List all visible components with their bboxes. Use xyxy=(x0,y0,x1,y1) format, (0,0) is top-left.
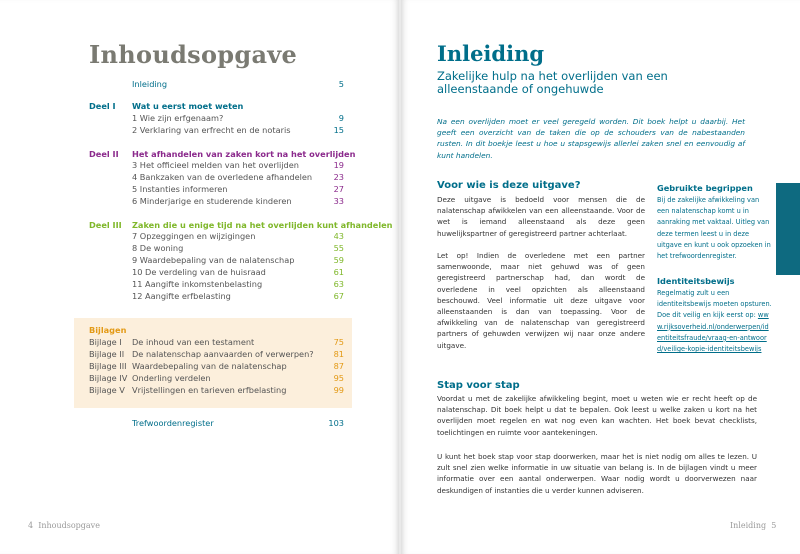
sidebar-heading-begrippen: Gebruikte begrippen xyxy=(657,183,753,193)
toc-bijlage-label: Waardebepaling van de nalatenschap xyxy=(132,361,287,371)
toc-chapter-label: 9 Waardebepaling van de nalatenschap xyxy=(132,255,295,265)
toc-chapter-label: 2 Verklaring van erfrecht en de notaris xyxy=(132,125,291,135)
toc-chapter-label: 8 De woning xyxy=(132,243,184,253)
toc-entry-page: 103 xyxy=(328,418,344,428)
toc-chapter-page: 9 xyxy=(338,113,344,123)
toc-part-title: Wat u eerst moet weten xyxy=(132,101,244,111)
left-folio xyxy=(28,521,100,530)
toc-bijlage-number: Bijlage III xyxy=(89,361,127,371)
section1-paragraph-1: Deze uitgave is bedoeld voor mensen die de nalatenschap afwikkelen van een alleenstaande. Voor de wet is iemand alleenstaand als deze geen huwelijkspartner of geregistreerd partner achterlaat. xyxy=(437,195,645,238)
toc-chapter-page: 55 xyxy=(333,243,344,253)
toc-chapter-page: 63 xyxy=(333,279,344,289)
toc-bijlage-page: 75 xyxy=(333,337,344,347)
toc-bijlage-number: Bijlage I xyxy=(89,337,122,347)
folio-number: 5 xyxy=(771,521,777,530)
toc-chapter-label: 12 Aangifte erfbelasting xyxy=(132,291,231,301)
toc-bijlage-page: 87 xyxy=(333,361,344,371)
toc-chapter-label: 5 Instanties informeren xyxy=(132,184,228,194)
sidebar-link[interactable]: www.rijksoverheid.nl/onderwerpen/identiteitsfraude/vraag-en-antwoord/veilige-kopie-identiteitsbewijs xyxy=(657,311,769,354)
sidebar-identiteit xyxy=(657,288,772,355)
toc-bijlage-number: Bijlage II xyxy=(89,349,125,359)
section-heading-voor-wie: Voor wie is deze uitgave? xyxy=(437,180,581,191)
toc-chapter-label: 1 Wie zijn erfgenaam? xyxy=(132,113,224,123)
page-subtitle: Zakelijke hulp na het overlijden van een alleenstaande of ongehuwde xyxy=(437,69,668,96)
toc-bijlage-number: Bijlage IV xyxy=(89,373,128,383)
toc-chapter-label: 4 Bankzaken van de overledene afhandelen xyxy=(132,172,313,182)
toc-part-number: Deel I xyxy=(89,101,116,111)
sidebar-paragraph-begrippen: Bij de zakelijke afwikkeling van een nalatenschap komt u in aanraking met vaktaal. Uitleg van deze termen leest u in deze uitgave en kunt u ook opzoeken in het trefwoordenregister. xyxy=(657,196,771,261)
right-folio xyxy=(730,521,776,530)
toc-chapter-page: 23 xyxy=(333,172,344,182)
toc-bijlage-label: Vrijstellingen en tarieven erfbelasting xyxy=(132,385,287,395)
sidebar-heading-identiteit: Identiteitsbewijs xyxy=(657,276,735,286)
toc-chapter-page: 61 xyxy=(333,267,344,277)
intro-paragraph: Na een overlijden moet er veel geregeld worden. Dit boek helpt u daarbij. Het geeft een overzicht van de taken die op de schouders van de nabestaanden rusten. In dit boekje leest u hoe u stapsgewijs allerlei zaken snel en eenvoudig af kunt handelen. xyxy=(437,117,745,160)
toc-chapter-page: 19 xyxy=(333,160,344,170)
sidebar-paragraph-identiteit: Regelmatig zult u een identiteitsbewijs moeten opsturen. Doe dit veilig en kijk eerst op: xyxy=(657,289,772,320)
toc-part-number: Deel III xyxy=(89,220,122,230)
section2-paragraph-1: Voordat u met de zakelijke afwikkeling begint, moet u weten wie er recht heeft op de nalatenschap. Dit boek helpt u dat te bepalen. Ook leest u welke zaken u kort na het overlijden moet regelen en wat nog even kan wachten. Het boek bevat checklists, toelichtingen en ruimte voor aantekeningen. xyxy=(437,394,757,437)
toc-bijlage-page: 95 xyxy=(333,373,344,383)
toc-entry-label: Inleiding xyxy=(132,79,168,89)
left-page xyxy=(0,0,399,554)
toc-chapter-page: 33 xyxy=(333,196,344,206)
section2-paragraph-2: U kunt het boek stap voor stap doorwerken, maar het is niet nodig om alles te lezen. U zult snel zien welke informatie in uw situatie van belang is. In de bijlagen vindt u meer informatie over een aantal onderwerpen. Waar nodig wordt u doorverwezen naar deskundigen of instanties die u verder kunnen adviseren. xyxy=(437,452,757,495)
toc-bijlage-label: Onderling verdelen xyxy=(132,373,211,383)
toc-bijlage-number: Bijlage V xyxy=(89,385,125,395)
toc-chapter-label: 11 Aangifte inkomstenbelasting xyxy=(132,279,263,289)
folio-number: 4 xyxy=(28,521,34,530)
toc-entry-label: Trefwoordenregister xyxy=(132,418,214,428)
toc-entry-page: 5 xyxy=(338,79,344,89)
section1-paragraph-2: Let op! Indien de overledene met een partner samenwoonde, maar niet gehuwd was of geen geregistreerd partnerschap had, dan wordt de overledene in veel opzichten als alleenstaand beschouwd. Veel informatie uit deze uitgave voor alleenstaanden is dan van toepassing. Voor de afwikkeling van de nalatenschap van geregistreerd partners of gehuwden verwijzen wij naar onze andere uitgave. xyxy=(437,251,645,350)
toc-title: Inhoudsopgave xyxy=(89,40,298,69)
toc-part-title: Zaken die u enige tijd na het overlijden kunt afhandelen xyxy=(132,220,393,230)
toc-chapter-label: 3 Het officieel melden van het overlijden xyxy=(132,160,299,170)
folio-label: Inleiding xyxy=(730,521,767,530)
folio-label: Inhoudsopgave xyxy=(38,521,100,530)
toc-chapter-page: 67 xyxy=(333,291,344,301)
toc-chapter-label: 7 Opzeggingen en wijzigingen xyxy=(132,231,256,241)
toc-bijlagen-title: Bijlagen xyxy=(89,325,127,335)
toc-part-number: Deel II xyxy=(89,149,119,159)
toc-chapter-label: 10 De verdeling van de huisraad xyxy=(132,267,266,277)
toc-bijlage-label: De inhoud van een testament xyxy=(132,337,255,347)
page-title: Inleiding xyxy=(437,41,545,66)
toc-bijlage-page: 81 xyxy=(333,349,344,359)
toc-part-title: Het afhandelen van zaken kort na het overlijden xyxy=(132,149,356,159)
toc-chapter-page: 59 xyxy=(333,255,344,265)
toc-bijlage-label: De nalatenschap aanvaarden of verwerpen? xyxy=(132,349,314,359)
toc-chapter-page: 27 xyxy=(333,184,344,194)
chapter-tab xyxy=(776,183,800,275)
toc-chapter-page: 15 xyxy=(333,125,344,135)
toc-chapter-page: 43 xyxy=(333,231,344,241)
toc-bijlage-page: 99 xyxy=(333,385,344,395)
toc-chapter-label: 6 Minderjarige en studerende kinderen xyxy=(132,196,292,206)
section-heading-stap-voor-stap: Stap voor stap xyxy=(437,380,520,391)
